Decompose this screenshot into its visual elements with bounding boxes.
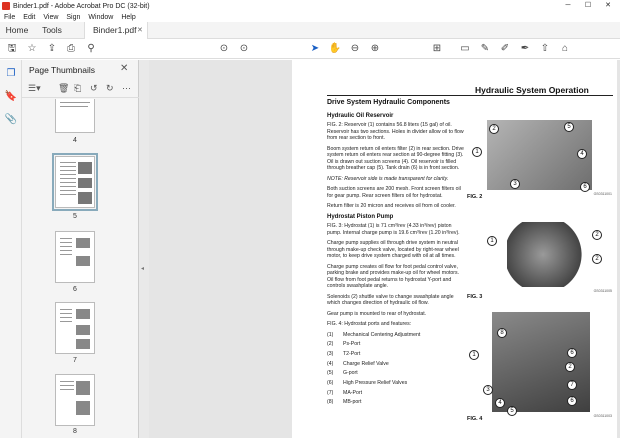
figure-caption: FIG. 4 — [467, 416, 483, 422]
menu-file[interactable]: File — [4, 13, 16, 21]
thumbnail-label: 7 — [73, 357, 77, 364]
draw-icon[interactable]: ✐ — [500, 43, 510, 54]
callout: 3 — [483, 385, 493, 395]
figure-code: GS0311005 — [593, 289, 612, 293]
subsection-title: Hydrostat Piston Pump — [327, 213, 394, 220]
callout: 2 — [489, 124, 499, 134]
thumbnail-label: 6 — [73, 286, 77, 293]
figure-3 — [467, 218, 617, 304]
close-tab-icon[interactable]: ✕ — [137, 27, 143, 34]
insert-page-icon[interactable]: ⎗ — [74, 83, 82, 93]
search-icon[interactable]: ⚲ — [87, 43, 95, 54]
figure-2 — [467, 116, 617, 206]
figure-code: GS0311003 — [593, 414, 612, 418]
list-item: (3) T2-Port — [327, 350, 361, 357]
highlight-icon[interactable]: ✎ — [480, 43, 490, 54]
note: NOTE: Reservoir side is made transparent for clarity. — [327, 175, 449, 182]
callout: 4 — [577, 149, 587, 159]
close-panel-icon[interactable]: ✕ — [120, 63, 129, 74]
thumbnail-label: 8 — [73, 428, 77, 435]
rotate-left-icon[interactable]: ↺ — [90, 83, 98, 93]
panel-title: Page Thumbnails — [29, 65, 95, 75]
paragraph: Solenoids (2) shuttle valve to change swashplate angle which changes direction of hydraulic oil flow. — [327, 293, 454, 306]
callout: 3 — [510, 179, 520, 189]
paragraph: Boom system return oil enters filter (2) in rear section. Drive system return oil enters rear section at 90-degree fitting (3). Oil is drawn out suction screens (4). Oil reservoir is filled through breather cap (5). Tank drain (6) is in front section. — [327, 145, 464, 171]
tab-bar — [0, 22, 620, 39]
callout: 2 — [592, 254, 602, 264]
tab-tools[interactable]: Tools — [42, 25, 62, 35]
thumbnail-list — [22, 99, 139, 438]
menu-sign[interactable]: Sign — [66, 13, 81, 21]
panel-splitter[interactable] — [139, 60, 149, 438]
print-icon[interactable]: ⎙ — [67, 43, 75, 54]
paragraph: FIG. 4: Hydrostat ports and features: — [327, 321, 412, 327]
more-options-icon[interactable]: ⋯ — [122, 83, 131, 93]
thumbnail-page-7[interactable] — [55, 302, 95, 354]
callout: 4 — [495, 398, 505, 408]
text-column — [327, 100, 465, 409]
menu-help[interactable]: Help — [121, 13, 136, 21]
title-bar — [0, 0, 620, 12]
zoom-in-icon[interactable]: ⊕ — [370, 43, 380, 54]
thumbnail-label: 5 — [73, 213, 77, 220]
paragraph: Return filter is 20 micron and receives oil from oil cooler. — [327, 203, 456, 209]
tab-document[interactable] — [84, 22, 148, 39]
callout: 1 — [469, 350, 479, 360]
share-icon[interactable]: ⇧ — [540, 43, 550, 54]
figure-4 — [467, 310, 617, 426]
callout: 7 — [567, 380, 577, 390]
tab-home[interactable]: Home — [5, 25, 29, 35]
paragraph: FIG. 3: Hydrostat (1) is 71 cm³/rev (4.33 in³/rev) piston pump. Internal charge pump is 19.6 cm³/rev (1.20 in³/rev). — [327, 223, 460, 236]
collapse-arrow-icon[interactable]: ◂ — [141, 266, 145, 272]
bookmark-star-icon[interactable]: ☆ — [27, 43, 37, 54]
callout: 1 — [472, 147, 482, 157]
callout: 6 — [567, 396, 577, 406]
thumbnails-panel — [22, 60, 139, 438]
toolbar — [0, 39, 620, 59]
list-item: (4) Charge Relief Valve — [327, 360, 389, 367]
figure-code: GS0311001 — [593, 192, 612, 196]
sign-icon[interactable]: ✒ — [520, 43, 530, 54]
thumbnail-page-6[interactable] — [55, 231, 95, 283]
menu-bar — [0, 12, 620, 22]
list-item: (1) Mechanical Centering Adjustment — [327, 331, 421, 338]
document-viewer — [149, 60, 620, 438]
callout: 5 — [564, 122, 574, 132]
hydrostat-image — [507, 222, 587, 287]
menu-view[interactable]: View — [43, 13, 59, 21]
delete-page-icon[interactable]: 🗑 — [58, 83, 70, 93]
prev-page-icon[interactable]: ⊙ — [219, 43, 229, 54]
acrobat-icon — [2, 2, 10, 10]
thumbnail-label: 4 — [73, 137, 77, 144]
callout: 6 — [580, 182, 590, 192]
subsection-title: Hydraulic Oil Reservoir — [327, 112, 394, 119]
bookmarks-icon[interactable]: 🔖 — [4, 91, 18, 102]
more-tools-icon[interactable]: ⌂ — [561, 43, 569, 54]
header-rule — [327, 95, 613, 96]
menu-window[interactable]: Window — [88, 13, 114, 21]
comment-icon[interactable]: ▭ — [460, 43, 470, 54]
next-page-icon[interactable]: ⊙ — [239, 43, 249, 54]
list-item: (5) G-port — [327, 370, 358, 377]
port-list — [327, 332, 465, 406]
callout: 2 — [592, 230, 602, 240]
zoom-out-icon[interactable]: ⊖ — [350, 43, 360, 54]
running-header: Hydraulic System Operation — [475, 85, 589, 95]
menu-edit[interactable]: Edit — [23, 13, 36, 21]
upload-icon[interactable]: ⇪ — [47, 43, 57, 54]
left-icon-rail — [0, 60, 22, 438]
page-thumbnails-icon[interactable]: ❐ — [6, 68, 16, 79]
callout: 6 — [567, 348, 577, 358]
save-icon[interactable]: 🖫 — [7, 43, 17, 54]
paragraph: Charge pump creates oil flow for foot pedal control valve, parking brake and provides make-up oil for wheel motors. Oil flow from foot pedal returns to hydrostat Y-port and controls swashplate angle. — [327, 263, 460, 289]
select-cursor-icon[interactable]: ➤ — [310, 43, 320, 54]
list-item: (7) MA-Port — [327, 389, 363, 396]
list-item: (8) MB-port — [327, 399, 362, 406]
callout: 5 — [507, 406, 517, 416]
window-title: Binder1.pdf - Adobe Acrobat Pro DC (32-bit) — [13, 2, 150, 10]
thumbnail-page-5[interactable] — [55, 156, 95, 208]
hand-tool-icon[interactable]: ✋ — [328, 43, 342, 54]
thumbnail-page-4[interactable] — [55, 99, 95, 133]
callout: 2 — [565, 362, 575, 372]
list-item: (6) High Pressure Relief Valves — [327, 379, 408, 386]
attachments-icon[interactable]: 📎 — [4, 114, 18, 125]
paragraph: FIG. 2: Reservoir (1) contains 56.8 liters (15 gal) of oil. Reservoir has two sections. Holes in divider allow oil to flow from rear section to front. — [327, 122, 464, 141]
figure-caption: FIG. 3 — [467, 294, 483, 300]
figure-caption: FIG. 2 — [467, 194, 483, 200]
panel-toolbar — [22, 80, 139, 98]
paragraph: Charge pump supplies oil through drive system in neutral through make-up check valve, located by right-rear wheel motor, to keep drive system charged with oil at all times. — [327, 240, 459, 259]
section-title: Drive System Hydraulic Components — [327, 99, 450, 106]
rotate-right-icon[interactable]: ↻ — [106, 83, 114, 93]
paragraph: Gear pump is mounted to rear of hydrostat. — [327, 310, 427, 317]
paragraph: Both suction screens are 200 mesh. Front screen filters oil for gear pump. Rear screen filters oil for hydrostat. — [327, 186, 461, 199]
minimize-icon[interactable]: ─ — [565, 2, 571, 9]
tab-document-label: Binder1.pdf — [93, 25, 137, 35]
close-window-icon[interactable]: ✕ — [605, 2, 611, 9]
pdf-page — [292, 60, 617, 438]
page-layout-icon[interactable]: ⊞ — [432, 43, 442, 54]
maximize-icon[interactable]: ☐ — [584, 2, 592, 9]
callout: 8 — [497, 328, 507, 338]
list-item: (2) Ps-Port — [327, 341, 361, 348]
thumbnail-page-8[interactable] — [55, 374, 95, 426]
callout: 1 — [487, 236, 497, 246]
options-menu-icon[interactable]: ☰▾ — [28, 83, 41, 93]
